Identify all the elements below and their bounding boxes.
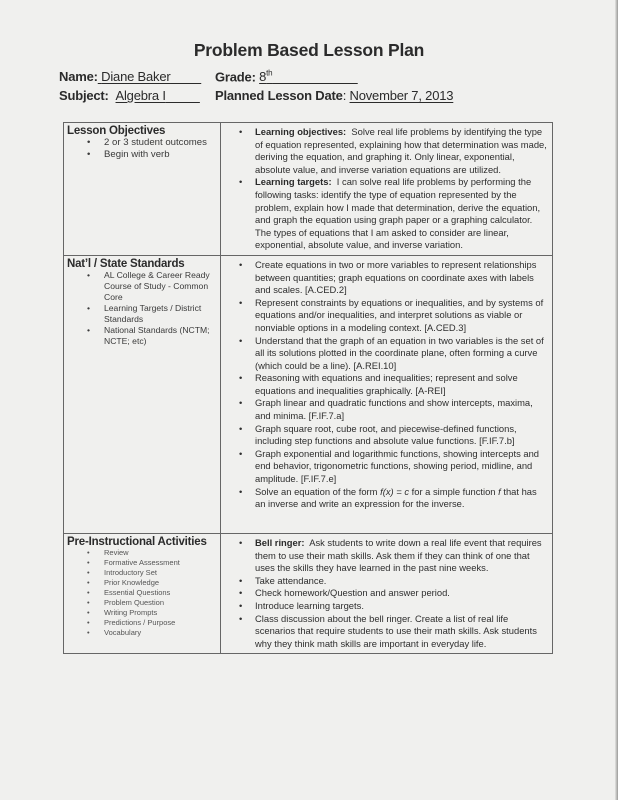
subject-field	[59, 88, 200, 103]
content-list	[221, 123, 552, 255]
standards-row	[64, 255, 553, 533]
section-heading: Lesson Objectives	[67, 125, 166, 137]
guidance-item: • Formative Assessment	[64, 558, 220, 568]
subject-label: Subject:	[59, 88, 109, 103]
grade-value: 8th	[259, 69, 273, 85]
guidance-item: • Problem Question	[64, 598, 220, 608]
guidance-item: • Essential Questions	[64, 588, 220, 598]
content-item: • Bell ringer: Ask students to write down a real life event that requires them to use their math skills. Ask them if they can think of one that uses the skills they have learned in the past nine weeks.	[221, 537, 548, 575]
guidance-list	[64, 137, 220, 161]
content-list	[221, 256, 552, 514]
guidance-item: • Learning Targets / District Standards	[64, 303, 220, 325]
guidance-item: • Begin with verb	[64, 149, 220, 161]
guidance-item: • National Standards (NCTM; NCTE; etc)	[64, 325, 220, 347]
section-heading: Pre-Instructional Activities	[67, 535, 207, 548]
date-label: Planned Lesson Date	[215, 88, 343, 103]
content-item: • Graph exponential and logarithmic functions, showing intercepts and end behavior, trigonometric functions, showing period, midline, and amplitude. [F.IF.7.e]	[221, 448, 548, 486]
content-item: • Class discussion about the bell ringer. Create a list of real life scenarios that require students to use their math skills. Ask students why they think math skills are important in everyday life.	[221, 613, 548, 651]
content-item: • Introduce learning targets.	[221, 600, 548, 613]
document-title: Problem Based Lesson Plan	[193, 40, 425, 60]
guidance-list	[64, 548, 220, 638]
guidance-item: • Writing Prompts	[64, 608, 220, 618]
lesson-plan-table	[63, 122, 553, 654]
content-item: • Create equations in two or more variables to represent relationships between quantities; graph equations on coordinate axes with labels and scales. [A.CED.2]	[221, 259, 548, 297]
date-value: November 7, 2013	[349, 88, 454, 103]
content-item: • Check homework/Question and answer period.	[221, 587, 548, 600]
name-label: Name:	[59, 69, 98, 84]
content-item: • Graph square root, cube root, and piecewise-defined functions, including step functions and absolute value functions. [F.IF.7.b]	[221, 423, 548, 448]
pre-instructional-label-cell	[64, 533, 221, 653]
guidance-item: • Prior Knowledge	[64, 578, 220, 588]
standards-label-cell	[64, 255, 221, 533]
guidance-list	[64, 270, 220, 347]
content-item: • Represent constraints by equations or inequalities, and by systems of equations and/or inequalities, and interpret solutions as viable or nonviable options in a modeling context. [A.CED.3]	[221, 297, 548, 335]
section-heading: Nat’l / State Standards	[67, 257, 185, 270]
pre-instructional-content-cell	[221, 533, 553, 653]
subject-value: Algebra I	[115, 88, 166, 103]
content-item: • Graph linear and quadratic functions and show intercepts, maxima, and minima. [F.IF.7.a]	[221, 397, 548, 422]
pre-instructional-row	[64, 533, 553, 653]
guidance-item: • Introductory Set	[64, 568, 220, 578]
guidance-item: • 2 or 3 student outcomes	[64, 137, 220, 149]
guidance-item: • AL College & Career Ready Course of Study - Common Core	[64, 270, 220, 303]
content-list	[221, 534, 552, 653]
guidance-item: • Vocabulary	[64, 628, 220, 638]
content-item: • Understand that the graph of an equation in two variables is the set of all its solutions plotted in the coordinate plane, often forming a curve (which could be a line). [A.REI.10]	[221, 335, 548, 373]
lesson-objectives-content-cell	[221, 123, 553, 256]
lesson-objectives-row	[64, 123, 553, 256]
guidance-item: • Review	[64, 548, 220, 558]
content-item: • Take attendance.	[221, 575, 548, 588]
content-item: • Reasoning with equations and inequalities; represent and solve equations and inequalities graphically. [A-REI]	[221, 372, 548, 397]
grade-label: Grade:	[215, 69, 256, 85]
grade-field	[215, 69, 358, 84]
name-value: Diane Baker	[101, 69, 171, 84]
name-field	[59, 69, 201, 84]
content-item: • Solve an equation of the form f(x) = c for a simple function f that has an inverse and write an expression for the inverse.	[221, 486, 548, 511]
content-item: • Learning objectives: Solve real life problems by identifying the type of equation represented, explaining how that determination was made, deriving the equation, and graphing it. Only linear, exponential, absolute value, and inverse variation equations are utilized.	[221, 126, 548, 176]
standards-content-cell	[221, 255, 553, 533]
content-item: • Learning targets: I can solve real life problems by performing the following tasks: identify the type of equation represented by the problem, explain how I made that determination, derive the equation, and graph the equation using graph paper or a graphing calculator. The types of equations that I am asked to consider are linear, exponential, absolute value, and inverse variation.	[221, 176, 548, 252]
guidance-item: • Predictions / Purpose	[64, 618, 220, 628]
date-field: Planned Lesson Date: November 7, 2013	[215, 88, 454, 103]
lesson-objectives-label-cell	[64, 123, 221, 256]
